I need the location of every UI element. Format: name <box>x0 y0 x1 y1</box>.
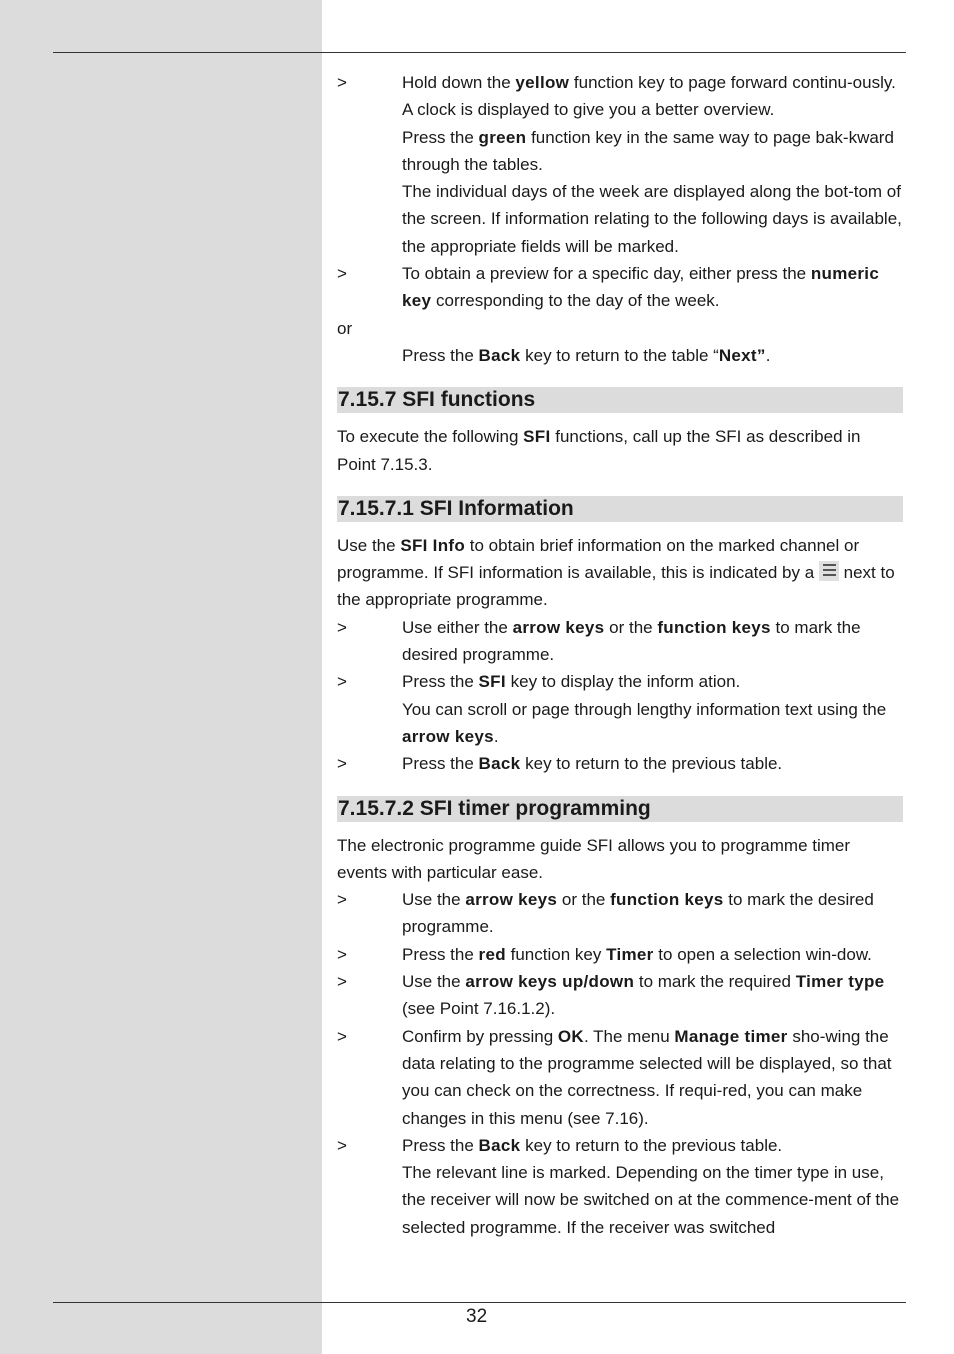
key-term: numeric key <box>402 264 880 311</box>
instruction-step <box>337 968 903 1023</box>
paragraph <box>337 532 903 614</box>
text-run: key to display the inform ation. <box>505 672 741 692</box>
instruction-step <box>337 886 903 941</box>
key-term: SFI <box>523 427 551 447</box>
step-marker: > <box>337 972 347 992</box>
text-run: To obtain a preview for a specific day, either press the <box>402 264 811 284</box>
text-run: The individual days of the week are displayed along the bot-tom of the screen. If information relating to the following days is available, the appropriate fields will be marked. <box>402 182 902 256</box>
instruction-step <box>337 1132 903 1159</box>
step-continuation <box>337 178 903 260</box>
intro-instructions <box>337 69 903 369</box>
text-run: The electronic programme guide SFI allows you to programme timer events with particular ease. <box>337 835 851 882</box>
section-heading: 7.15.7 SFI functions <box>337 387 903 413</box>
key-term: SFI Info <box>400 535 466 555</box>
key-term: Next” <box>718 345 766 365</box>
key-term: arrow keys <box>512 617 605 637</box>
text-run: functions, call up the SFI as described in Point 7.15.3. <box>337 427 861 474</box>
text-run: You can scroll or page through lengthy information text using the <box>402 699 887 719</box>
instruction-step <box>337 69 903 124</box>
text-run: . The menu <box>584 1026 675 1046</box>
page-margin-band <box>0 0 322 1354</box>
key-term: arrow keys <box>465 890 558 910</box>
footer-rule <box>53 1302 906 1303</box>
text-run: Press the <box>402 1135 479 1155</box>
sfi-info-icon <box>819 561 839 581</box>
text-run: . <box>493 726 499 746</box>
step-marker: > <box>337 1026 347 1046</box>
text-run: to mark the required <box>634 972 796 992</box>
text-run: Use the <box>402 890 466 910</box>
text-run: Hold down the <box>402 73 516 92</box>
text-run: Press the <box>402 127 479 147</box>
key-term: function keys <box>657 617 771 637</box>
alternative-marker <box>337 315 903 342</box>
step-continuation <box>337 696 903 751</box>
text-run: sho-wing the data relating to the programme selected will be displayed, so that you can check on the correctness. If requi-red, you can make changes in this menu (see 7.16). <box>402 1026 892 1128</box>
section-heading: 7.15.7.2 SFI timer programming <box>337 796 903 822</box>
instruction-step <box>337 750 903 777</box>
text-run: Press the <box>402 345 479 365</box>
text-run: Use the <box>337 535 401 555</box>
key-term: Timer <box>606 944 654 964</box>
text-run: Press the <box>402 944 479 964</box>
key-term: function keys <box>610 890 724 910</box>
text-run: or <box>337 318 353 338</box>
step-marker: > <box>337 890 347 910</box>
text-run: Press the <box>402 754 479 774</box>
key-term: Timer type <box>795 972 885 992</box>
page-number: 32 <box>466 1306 488 1327</box>
key-term: Manage timer <box>674 1026 788 1046</box>
text-run: function key to page forward continu-ously. A clock is displayed to give you a better overview. <box>402 73 896 120</box>
step-marker: > <box>337 73 347 92</box>
key-term: Back <box>478 1135 521 1155</box>
step-marker: > <box>337 1135 347 1155</box>
step-continuation <box>337 124 903 179</box>
text-run: key to return to the previous table. <box>520 1135 783 1155</box>
text-run: key to return to the table “ <box>520 345 719 365</box>
text-run: corresponding to the day of the week. <box>431 291 720 311</box>
instruction-step <box>337 614 903 669</box>
text-run: to obtain brief information on the marked channel or programme. If SFI information is available, this is indicated by a <box>337 535 860 583</box>
key-term: arrow keys up/down <box>465 972 635 992</box>
text-run: The relevant line is marked. Depending on the timer type in use, the receiver will now be switched on at the commence-ment of the selected programme. If the receiver was switched <box>402 1163 900 1237</box>
key-term: green <box>478 127 527 147</box>
instruction-step <box>337 1023 903 1132</box>
step-marker: > <box>337 944 347 964</box>
header-rule <box>53 52 906 53</box>
text-run: (see Point 7.16.1.2). <box>402 999 556 1019</box>
step-marker: > <box>337 754 347 774</box>
text-run: to mark the desired programme. <box>402 890 874 937</box>
instruction-step <box>337 668 903 695</box>
key-term: arrow keys <box>402 726 494 746</box>
paragraph <box>337 423 903 478</box>
instruction-step <box>337 941 903 968</box>
step-marker: > <box>337 264 347 284</box>
text-run: or the <box>604 617 658 637</box>
text-run: Press the <box>402 672 479 692</box>
section-heading: 7.15.7.1 SFI Information <box>337 496 903 522</box>
step-continuation <box>337 342 903 369</box>
text-run: . <box>765 345 771 365</box>
key-term: yellow <box>515 73 570 92</box>
key-term: SFI <box>478 672 506 692</box>
step-continuation <box>337 1159 903 1241</box>
step-marker: > <box>337 672 347 692</box>
sections <box>337 387 903 1241</box>
text-run: To execute the following <box>337 427 524 447</box>
text-run: to open a selection win-dow. <box>653 944 872 964</box>
text-run: Use either the <box>402 617 513 637</box>
instruction-step <box>337 260 903 315</box>
key-term: Back <box>478 345 521 365</box>
text-run: to mark the desired programme. <box>402 617 861 665</box>
text-run: Use the <box>402 972 466 992</box>
paragraph <box>337 832 903 887</box>
text-run: next to the appropriate programme. <box>337 563 895 610</box>
text-run: function key in the same way to page bak-kward through the tables. <box>402 127 894 174</box>
key-term: OK <box>557 1026 584 1046</box>
step-marker: > <box>337 617 347 637</box>
text-run: function key <box>505 944 607 964</box>
key-term: red <box>478 944 506 964</box>
page-content <box>337 69 903 1241</box>
text-run: or the <box>557 890 611 910</box>
text-run: Confirm by pressing <box>402 1026 558 1046</box>
text-run: key to return to the previous table. <box>520 754 783 774</box>
key-term: Back <box>478 754 521 774</box>
